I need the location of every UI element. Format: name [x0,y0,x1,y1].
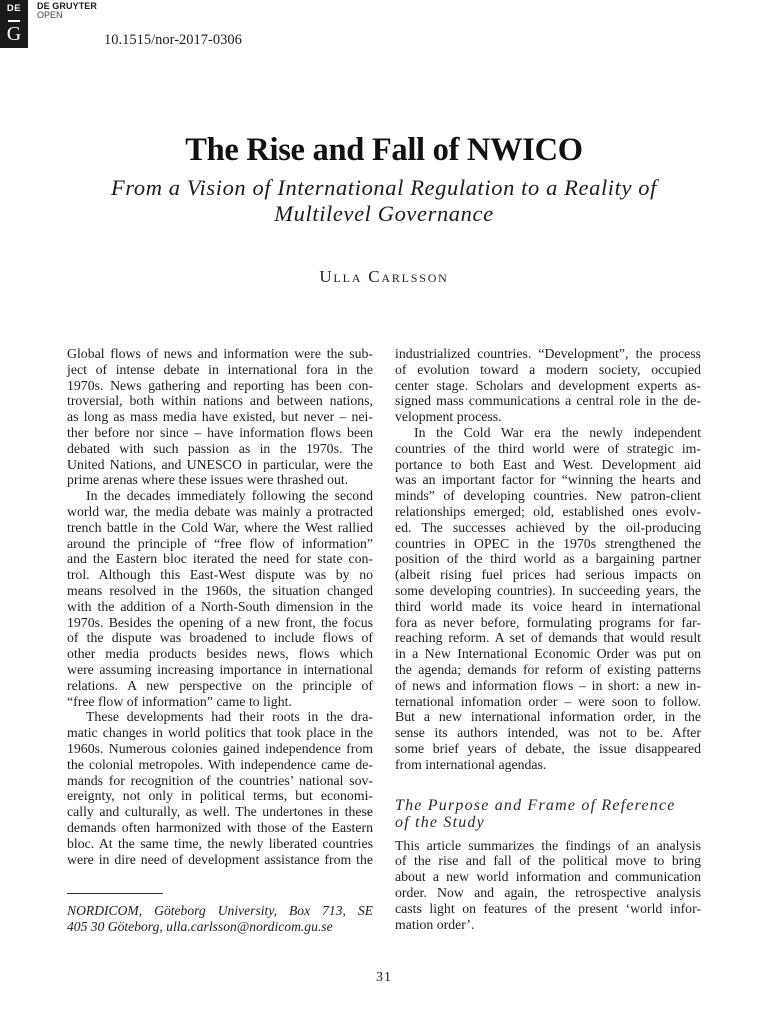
publisher-name: DE GRUYTER [37,1,98,11]
body-text-line: demands often harmonized with those of the Eastern [67,819,373,835]
logo-top-letters: DE [6,3,22,14]
body-text-line: some developing countries). In succeeding years, the [395,582,701,598]
body-text-line: from international agendas. [395,756,547,772]
body-text-line: the colonial metropoles. With independence came de- [67,756,373,772]
body-text-line: the agenda; demands for reform of existing patterns [395,661,701,677]
subtitle-line: Multilevel Governance [274,201,494,226]
body-text-line: matic changes in world politics that took place in the [67,725,373,741]
body-text-line: relations. A new perspective on the principle of [67,677,373,693]
body-text-line: some brief years of debate, the issue disappeared [395,740,701,756]
footnote-divider [67,893,163,894]
body-text-line: mation order’. [395,916,475,932]
body-text-line: casts light on features of the present ‘world infor- [395,900,701,916]
body-text-line: ereignty, not only in political terms, but economi- [67,788,373,804]
body-text-line: industrialized countries. “Development”, the process [395,346,701,361]
body-text-line: portance to both East and West. Development aid [395,456,701,472]
body-text-line: were assuming increasing importance in international [67,661,373,677]
paragraph [67,709,373,867]
body-text-line: of the rise and fall of the political move to bring [395,853,701,869]
body-text-line: order. Now and again, the retrospective analysis [395,884,701,900]
footnote-line: NORDICOM, Göteborg University, Box 713, SE [67,903,373,918]
body-text-line: mands for recognition of the countries’ national sov- [67,772,373,788]
body-text-line: “free flow of information” came to light. [67,693,292,709]
body-text-line: in a New International Economic Order was put on [395,646,701,662]
logo-divider [8,20,20,22]
section-heading-line: The Purpose and Frame of Reference [395,796,676,814]
doi: 10.1515/nor-2017-0306 [104,32,242,48]
page-number: 31 [376,970,392,985]
body-text-line: In the Cold War era the newly independent [414,424,701,440]
publisher-logo [0,0,28,48]
logo-bottom-letter: G [6,23,22,45]
body-text-line: countries in OPEC in the 1970s strengthened the [395,535,701,551]
body-text-line: as long as mass media have existed, but never – nei- [67,409,373,425]
body-text-line: ed. The successes achieved by the oil-producing [395,519,701,535]
body-text-line: position of the third world as a bargaining partner [395,551,701,567]
body-text-line: minds” of developing countries. New patron-client [395,488,701,504]
article-title: The Rise and Fall of NWICO [185,132,583,168]
body-text-line: signed mass communications a central role in the de- [395,393,701,409]
section-body [395,838,701,933]
body-text-line: and the Eastern bloc iterated the need for state con- [67,551,373,567]
paragraph [67,346,373,488]
author-affiliation-footnote [67,903,373,934]
publisher-wordmark [37,2,97,20]
body-text-line: ther before nor since – have information flows been [67,424,373,440]
body-text-line: But a new international information order, in the [395,709,701,725]
body-text-line: of the dispute was broadened to include flows of [67,630,373,646]
body-text-line: around the principle of “free flow of information” [67,535,373,551]
body-text-line: of evolution toward a modern society, occupied [395,361,701,377]
author-name: Ulla Carlsson [319,267,449,286]
body-text-line: reaching reform. A set of demands that would result [395,630,701,646]
subtitle-line: From a Vision of International Regulation to a Reality of [110,175,658,200]
body-text-line: velopment process. [395,409,502,425]
body-text-line: 1970s. News gathering and reporting has been con- [67,377,373,393]
right-column-paragraphs [395,346,701,773]
body-text-line: United Nations, and UNESCO in particular, were the [67,456,373,472]
body-text-line: cally and culturally, as well. The undertones in these [67,804,373,820]
section-heading-line: of the Study [395,814,485,832]
body-text-line: debated with such passion as in the 1970s. The [67,440,373,456]
body-text-line: prime arenas where these issues were thrashed out. [67,472,349,488]
body-text-line: 1970s. Besides the opening of a new front, the focus [67,614,373,630]
paragraph [395,838,701,933]
body-text-line: 1960s. Numerous colonies gained independence from [67,740,373,756]
body-text-line: Global flows of news and information were the sub- [67,346,373,361]
body-text-line: trench battle in the Cold War, where the West rallied [67,519,373,535]
body-text-line: were in dire need of development assistance from the [67,851,373,867]
article-subtitle [0,175,768,227]
body-text-line: center stage. Scholars and development experts as- [395,377,701,393]
body-text-line: ternational infomation order – were soon to follow. [395,693,701,709]
body-text-line: fora as never before, formulating programs for far- [395,614,701,630]
left-column [67,346,373,867]
body-text-line: bloc. At the same time, the newly liberated countries [67,835,373,851]
body-text-line: was an important factor for “winning the hearts and [395,472,701,488]
body-text-line: about a new world information and communication [395,869,701,885]
body-text-line: ject of intense debate in international fora in the [67,361,373,377]
body-text-line: means resolved in the 1960s, the situation changed [67,582,373,598]
body-text-line: other media products besides news, flows which [67,646,373,662]
body-text-line: These developments had their roots in the dra- [86,709,373,725]
body-text-line: of news and information flows – in short: a new in- [395,677,701,693]
paragraph [395,425,701,773]
section-heading [395,797,701,832]
paragraph [395,346,701,425]
publisher-imprint: OPEN [37,10,63,20]
body-text-line: sense its authors intended, was not to be. After [395,725,701,741]
body-text-line: relationships emerged; old, established ones evolv- [395,503,701,519]
body-text-line: with the addition of a North-South dimension in the [67,598,373,614]
body-text-line: troversial, both within nations and between nations, [67,393,373,409]
body-text-line: countries of the third world were of strategic im- [395,440,701,456]
body-text-line: world war, the media debate was mainly a protracted [67,503,373,519]
paragraph [67,488,373,709]
body-text-line: third world made its voice heard in international [395,598,701,614]
body-text-line: In the decades immediately following the second [86,488,373,504]
body-text-line: This article summarizes the findings of an analysis [395,837,701,853]
body-text-line: (albeit rising fuel prices had serious impacts on [395,567,701,583]
right-column [395,346,701,932]
body-text-line: trol. Although this East-West dispute was by no [67,567,373,583]
footnote-line: 405 30 Göteborg, ulla.carlsson@nordicom.gu.se [67,918,333,934]
